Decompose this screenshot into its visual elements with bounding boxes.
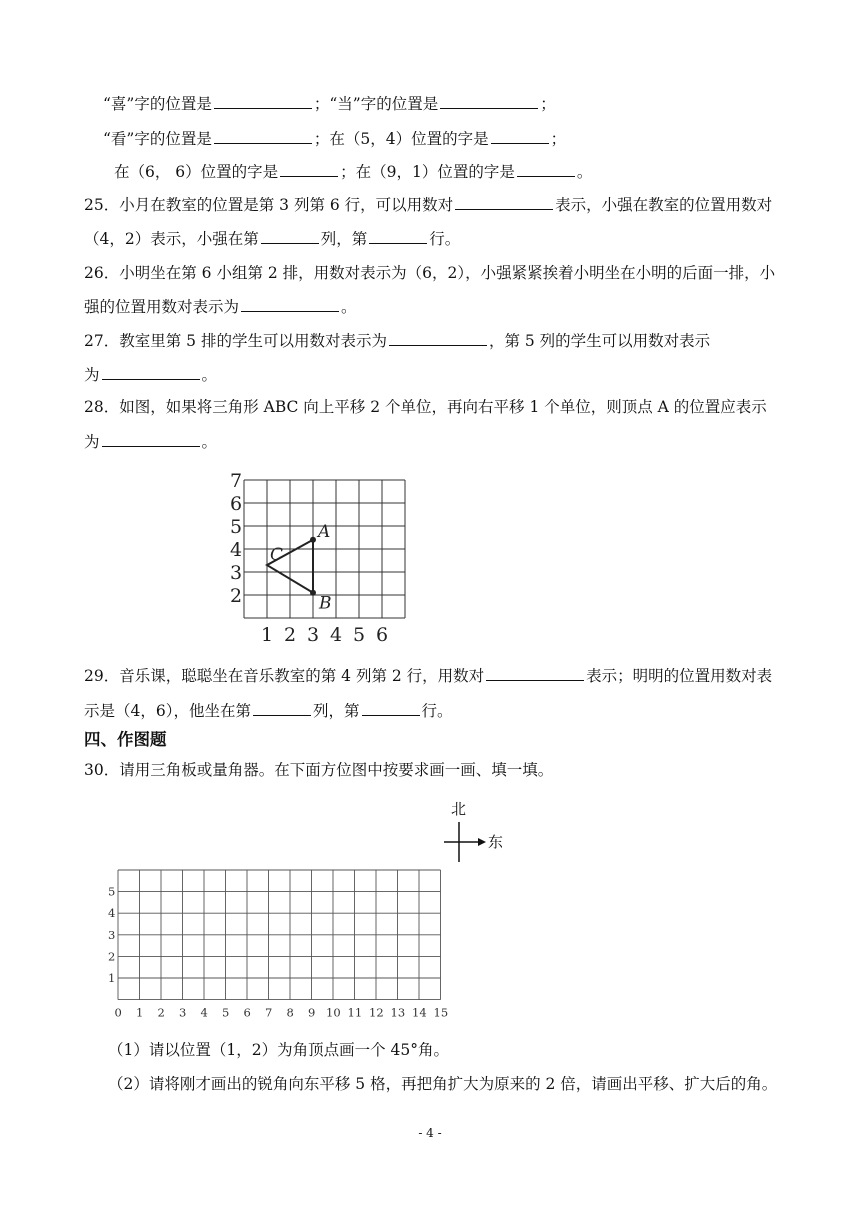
question-27-line2: 为 。	[84, 366, 218, 384]
answer-blank[interactable]	[214, 93, 312, 109]
x-tick-label: 5	[353, 624, 366, 646]
y-tick-label: 1	[108, 971, 116, 985]
y-tick-label: 6	[230, 493, 243, 515]
y-tick-label: 2	[230, 585, 243, 607]
y-tick-label: 2	[108, 949, 116, 964]
point-a-dot	[310, 537, 316, 543]
answer-blank[interactable]	[214, 128, 312, 144]
x-tick-label: 5	[222, 1005, 230, 1020]
x-tick-label: 6	[243, 1005, 251, 1020]
y-tick-label: 3	[230, 562, 243, 584]
compass-east-label: 东	[488, 833, 504, 851]
answer-blank[interactable]	[102, 364, 200, 380]
fill-line-pos66: 在（6， 6）位置的字是 ；在（9，1）位置的字是 。	[114, 163, 593, 181]
y-tick-label: 7	[230, 470, 243, 492]
page-number: - 4 -	[418, 1126, 442, 1140]
y-tick-label: 5	[230, 516, 243, 538]
x-tick-label: 8	[286, 1005, 294, 1020]
x-tick-label: 2	[284, 624, 297, 646]
fill-line-xi-dang: “喜”字的位置是 ；“当”字的位置是 ；	[103, 95, 556, 113]
x-tick-label: 3	[307, 624, 320, 646]
question-29-line1: 29．音乐课，聪聪坐在音乐教室的第 4 列第 2 行，用数对 表示；明明的位置用数对表	[84, 667, 773, 685]
answer-blank[interactable]	[486, 665, 584, 681]
answer-blank[interactable]	[491, 128, 549, 144]
x-tick-label: 4	[330, 624, 343, 646]
question-30-sub1: （1）请以位置（1，2）为角顶点画一个 45°角。	[108, 1041, 449, 1059]
point-b-dot	[310, 590, 316, 596]
x-tick-label: 3	[179, 1005, 187, 1020]
question-28-line1: 28．如图，如果将三角形 ABC 向上平移 2 个单位，再向右平移 1 个单位，则顶点 A 的位置应表示	[84, 398, 767, 416]
triangle-grid-figure	[222, 470, 392, 648]
x-tick-label: 14	[412, 1005, 427, 1020]
answer-blank[interactable]	[455, 194, 553, 210]
point-c-label: C	[270, 545, 284, 566]
question-28-line2: 为 。	[84, 433, 218, 451]
y-tick-label: 4	[108, 906, 116, 921]
question-25-line2: （4，2）表示，小强在第 列，第 行。	[84, 230, 461, 248]
answer-blank[interactable]	[440, 93, 538, 109]
answer-blank[interactable]	[517, 161, 575, 177]
compass-rose	[440, 796, 510, 866]
section-heading: 四、作图题	[84, 730, 167, 749]
y-tick-label: 3	[108, 927, 116, 942]
x-tick-label: 10	[326, 1005, 341, 1020]
question-30-sub2: （2）请将刚才画出的锐角向东平移 5 格，再把角扩大为原来的 2 倍，请画出平移、扩大后的角。	[108, 1075, 778, 1093]
x-tick-label: 9	[308, 1005, 316, 1020]
question-30-prompt: 30．请用三角板或量角器。在下面方位图中按要求画一画、填一填。	[84, 761, 554, 779]
compass-north-label: 北	[451, 800, 467, 818]
y-tick-label: 4	[230, 539, 243, 561]
answer-blank[interactable]	[102, 431, 200, 447]
x-tick-label: 7	[265, 1005, 273, 1020]
kan-label: “看”字的位置是	[103, 130, 212, 148]
question-25-line1: 25．小月在教室的位置是第 3 列第 6 行，可以用数对 表示，小强在教室的位置用数对	[84, 196, 773, 214]
answer-blank[interactable]	[241, 296, 339, 312]
answer-blank[interactable]	[389, 330, 487, 346]
y-tick-label: 5	[108, 884, 116, 899]
point-a-label: A	[318, 521, 331, 542]
answer-blank[interactable]	[261, 228, 319, 244]
question-26-line2: 强的位置用数对表示为 。	[84, 298, 357, 316]
x-tick-label: 1	[261, 624, 274, 646]
answer-blank[interactable]	[253, 700, 311, 716]
answer-blank[interactable]	[362, 700, 420, 716]
drawing-grid[interactable]	[108, 862, 449, 1020]
dang-label: “当”字的位置是	[329, 95, 439, 113]
fill-line-kan: “看”字的位置是 ；在（5，4）位置的字是 ；	[103, 130, 567, 148]
x-tick-label: 0	[114, 1005, 122, 1020]
x-tick-label: 11	[347, 1005, 363, 1020]
answer-blank[interactable]	[280, 161, 338, 177]
x-tick-label: 4	[200, 1005, 208, 1020]
question-29-line2: 示是（4，6），他坐在第 列，第 行。	[84, 702, 453, 720]
east-arrow-icon	[478, 838, 486, 846]
x-tick-label: 13	[390, 1005, 406, 1020]
answer-blank[interactable]	[369, 228, 427, 244]
x-tick-label: 15	[433, 1005, 449, 1020]
point-b-label: B	[319, 593, 332, 614]
question-27-line1: 27．教室里第 5 排的学生可以用数对表示为 ，第 5 列的学生可以用数对表示	[84, 332, 711, 350]
x-tick-label: 2	[157, 1005, 165, 1020]
x-tick-label: 1	[136, 1005, 144, 1020]
x-tick-label: 12	[369, 1005, 384, 1020]
question-26-line1: 26．小明坐在第 6 小组第 2 排，用数对表示为（6，2），小强紧紧挨着小明坐在小明的后面一排，小	[84, 264, 776, 282]
x-tick-label: 6	[376, 624, 389, 646]
xi-label: “喜”字的位置是	[103, 95, 212, 113]
